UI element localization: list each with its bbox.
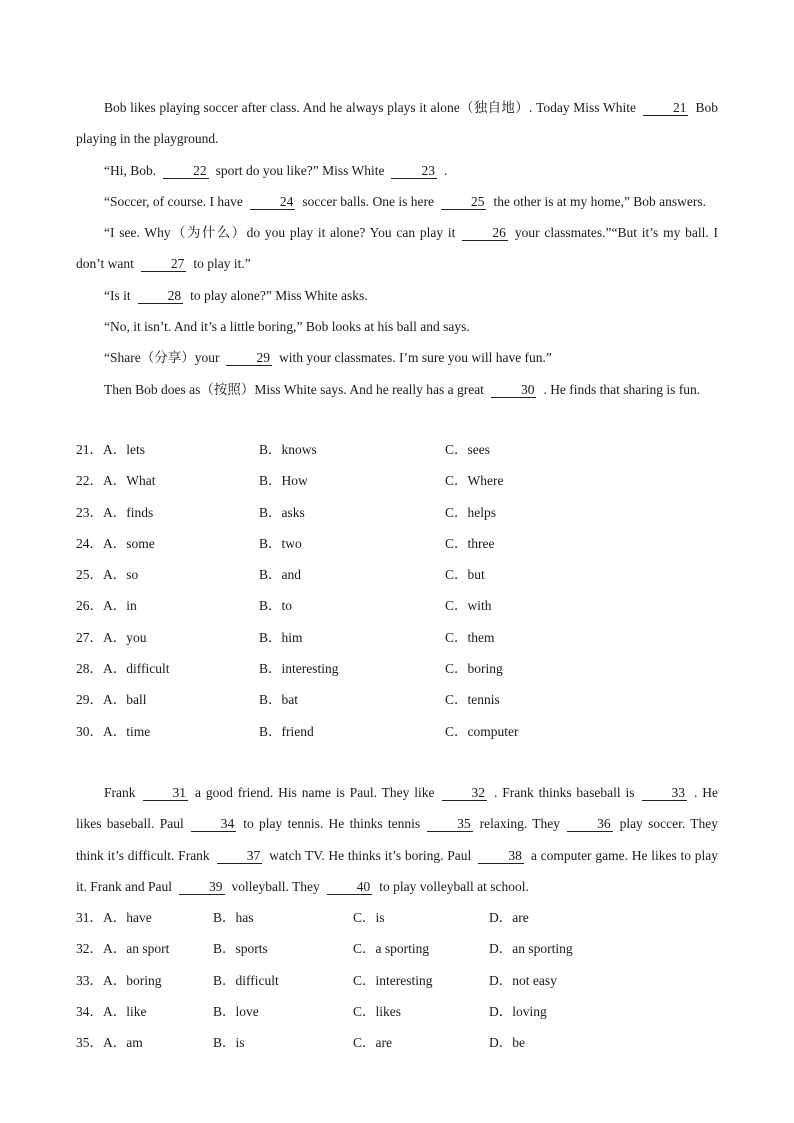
option-b[interactable]: B．asks: [259, 504, 305, 520]
paragraph-text: Frank: [104, 785, 136, 800]
question-row: [76, 716, 736, 747]
paragraph-text: “Hi, Bob.: [104, 162, 157, 178]
question-row: [76, 465, 736, 496]
option-c[interactable]: C．helps: [445, 504, 497, 520]
option-c[interactable]: C．likes: [353, 1003, 402, 1019]
question-row: [76, 902, 736, 933]
paragraph-text: to play alone?” Miss White asks.: [190, 287, 368, 303]
question-row: [76, 653, 736, 684]
option-c[interactable]: C．them: [445, 629, 495, 645]
question-number: 25．: [76, 567, 103, 583]
paragraph: [76, 374, 718, 405]
question-row: [76, 434, 736, 465]
answer-blank-37: 37: [217, 848, 263, 864]
question-row: [76, 559, 736, 590]
question-number: 21．: [76, 442, 103, 457]
option-a[interactable]: A．some: [103, 535, 155, 551]
paragraph-text: play soccer. They think it’s difficult. Frank: [76, 816, 719, 863]
answer-blank-34: 34: [191, 816, 237, 832]
option-c[interactable]: C．sees: [445, 442, 490, 457]
paragraph-text: your classmates.”“But it’s my ball. I don’t want: [76, 225, 718, 272]
paragraph: [76, 186, 718, 217]
paragraph: [76, 217, 718, 280]
option-d[interactable]: D．are: [489, 910, 529, 925]
question-number: 33．: [76, 972, 103, 988]
option-b[interactable]: B．has: [213, 910, 254, 925]
paragraph-text: relaxing. They: [479, 816, 561, 832]
answer-blank-30: 30: [491, 382, 537, 398]
question-number: 30．: [76, 723, 103, 739]
paragraph: [76, 342, 718, 373]
answer-blank-26: 26: [462, 225, 508, 241]
paragraph-text: to play tennis. He thinks tennis: [243, 816, 421, 832]
question-row: [76, 1027, 736, 1058]
option-a[interactable]: A．have: [103, 910, 152, 925]
answer-blank-38: 38: [478, 848, 524, 864]
option-d[interactable]: D．be: [489, 1035, 525, 1051]
paragraph-text: the other is at my home,” Bob answers.: [493, 193, 707, 209]
paragraph-text: watch TV. He thinks it’s boring. Paul: [269, 847, 472, 863]
paragraph-text: soccer balls. One is here: [302, 193, 434, 209]
paragraph-text: volleyball. They: [231, 878, 320, 894]
option-b[interactable]: B．difficult: [213, 972, 279, 988]
paragraph-text: “I see. Why（为什么）do you play it alone? You can play it: [104, 225, 456, 241]
option-d[interactable]: D．loving: [489, 1003, 547, 1019]
option-b[interactable]: B．him: [259, 629, 303, 645]
option-a[interactable]: A．finds: [103, 504, 154, 520]
paragraph-text: “Is it: [104, 287, 131, 303]
answer-blank-33: 33: [642, 785, 688, 801]
answer-blank-31: 31: [143, 785, 189, 801]
option-a[interactable]: A．like: [103, 1003, 147, 1019]
answer-blank-24: 24: [250, 194, 296, 210]
option-c[interactable]: C．three: [445, 535, 495, 551]
option-c[interactable]: C．boring: [445, 661, 503, 677]
paragraph: [76, 280, 718, 311]
answer-blank-23: 23: [391, 163, 437, 179]
option-c[interactable]: C．is: [353, 910, 385, 925]
passage-2: [76, 777, 718, 902]
answer-blank-39: 39: [179, 879, 225, 895]
option-b[interactable]: B．love: [213, 1003, 259, 1019]
answer-blank-40: 40: [327, 879, 373, 895]
paragraph: [76, 155, 718, 186]
option-a[interactable]: A．so: [103, 567, 139, 583]
paragraph-text: . He finds that sharing is fun.: [543, 381, 701, 397]
answer-blank-28: 28: [138, 288, 184, 304]
option-b[interactable]: B．How: [259, 473, 308, 489]
option-b[interactable]: B．sports: [213, 941, 268, 957]
paragraph-text: Bob playing in the playground.: [76, 100, 718, 147]
question-row: [76, 497, 736, 528]
question-number: 26．: [76, 598, 103, 614]
option-b[interactable]: B．interesting: [259, 661, 339, 677]
option-b[interactable]: B．two: [259, 535, 302, 551]
option-c[interactable]: C．tennis: [445, 692, 500, 708]
option-c[interactable]: C．a sporting: [353, 941, 430, 957]
option-b[interactable]: B．friend: [259, 723, 314, 739]
question-row: [76, 528, 736, 559]
question-number: 24．: [76, 535, 103, 551]
option-a[interactable]: A．in: [103, 598, 137, 614]
paragraph-text: to play it.”: [193, 256, 251, 272]
option-a[interactable]: A．you: [103, 629, 147, 645]
question-row: [76, 933, 736, 964]
option-c[interactable]: C．Where: [445, 473, 504, 489]
paragraph-text: “Soccer, of course. I have: [104, 193, 243, 209]
option-b[interactable]: B．bat: [259, 692, 298, 708]
option-d[interactable]: D．not easy: [489, 972, 557, 988]
question-number: 35．: [76, 1035, 103, 1051]
passage-2-questions: [76, 902, 736, 1058]
option-a[interactable]: A．ball: [103, 692, 147, 708]
option-b[interactable]: B．to: [259, 598, 293, 614]
question-number: 23．: [76, 504, 103, 520]
paragraph-text: sport do you like?” Miss White: [215, 162, 385, 178]
passage-1-questions: [76, 434, 736, 747]
paragraph-text: . Frank thinks baseball is: [494, 785, 635, 800]
question-row: [76, 590, 736, 621]
answer-blank-29: 29: [226, 350, 272, 366]
option-a[interactable]: A．time: [103, 723, 151, 739]
option-a[interactable]: A．an sport: [103, 941, 170, 957]
answer-blank-36: 36: [567, 816, 613, 832]
answer-blank-32: 32: [442, 785, 488, 801]
question-number: 27．: [76, 629, 103, 645]
question-number: 22．: [76, 473, 103, 489]
question-number: 34．: [76, 1003, 103, 1019]
question-number: 29．: [76, 692, 103, 708]
paragraph-text: with your classmates. I’m sure you will have fun.”: [278, 350, 552, 366]
answer-blank-21: 21: [643, 100, 689, 116]
paragraph: [76, 311, 718, 342]
paragraph-text: a good friend. His name is Paul. They like: [195, 785, 435, 800]
option-b[interactable]: B．is: [213, 1035, 245, 1051]
paragraph-text: Bob likes playing soccer after class. And he always plays it alone（独自地）. Today Miss White: [104, 100, 636, 115]
question-number: 32．: [76, 941, 103, 957]
option-a[interactable]: A．boring: [103, 972, 162, 988]
option-c[interactable]: C．with: [445, 598, 492, 614]
option-a[interactable]: A．difficult: [103, 661, 170, 677]
paragraph: [76, 92, 718, 155]
option-b[interactable]: B．and: [259, 567, 301, 583]
paragraph-text: Then Bob does as（按照）Miss White says. And he really has a great: [104, 381, 484, 397]
question-row: [76, 622, 736, 653]
question-row: [76, 996, 736, 1027]
paragraph: [76, 777, 718, 902]
answer-blank-25: 25: [441, 194, 487, 210]
option-d[interactable]: D．an sporting: [489, 941, 573, 957]
paragraph-text: to play volleyball at school.: [379, 878, 529, 894]
answer-blank-35: 35: [427, 816, 473, 832]
paragraph-text: .: [443, 162, 448, 178]
option-a[interactable]: A．What: [103, 473, 156, 489]
paragraph-text: “No, it isn’t. And it’s a little boring,” Bob looks at his ball and says.: [104, 319, 470, 335]
option-a[interactable]: A．lets: [103, 442, 145, 457]
paragraph-text: . He likes baseball. Paul: [76, 785, 718, 832]
option-c[interactable]: C．are: [353, 1035, 392, 1051]
question-row: [76, 684, 736, 715]
paragraph-text: “Share（分享）your: [104, 350, 220, 366]
option-c[interactable]: C．computer: [445, 723, 519, 739]
question-number: 31．: [76, 910, 103, 925]
option-c[interactable]: C．interesting: [353, 972, 433, 988]
answer-blank-22: 22: [163, 163, 209, 179]
option-c[interactable]: C．but: [445, 567, 485, 583]
passage-1: [76, 92, 718, 405]
question-row: [76, 965, 736, 996]
option-b[interactable]: B．knows: [259, 442, 317, 457]
paragraph-text: a computer game. He likes to play it. Frank and Paul: [76, 847, 718, 894]
question-number: 28．: [76, 661, 103, 677]
answer-blank-27: 27: [141, 256, 187, 272]
option-a[interactable]: A．am: [103, 1035, 143, 1051]
